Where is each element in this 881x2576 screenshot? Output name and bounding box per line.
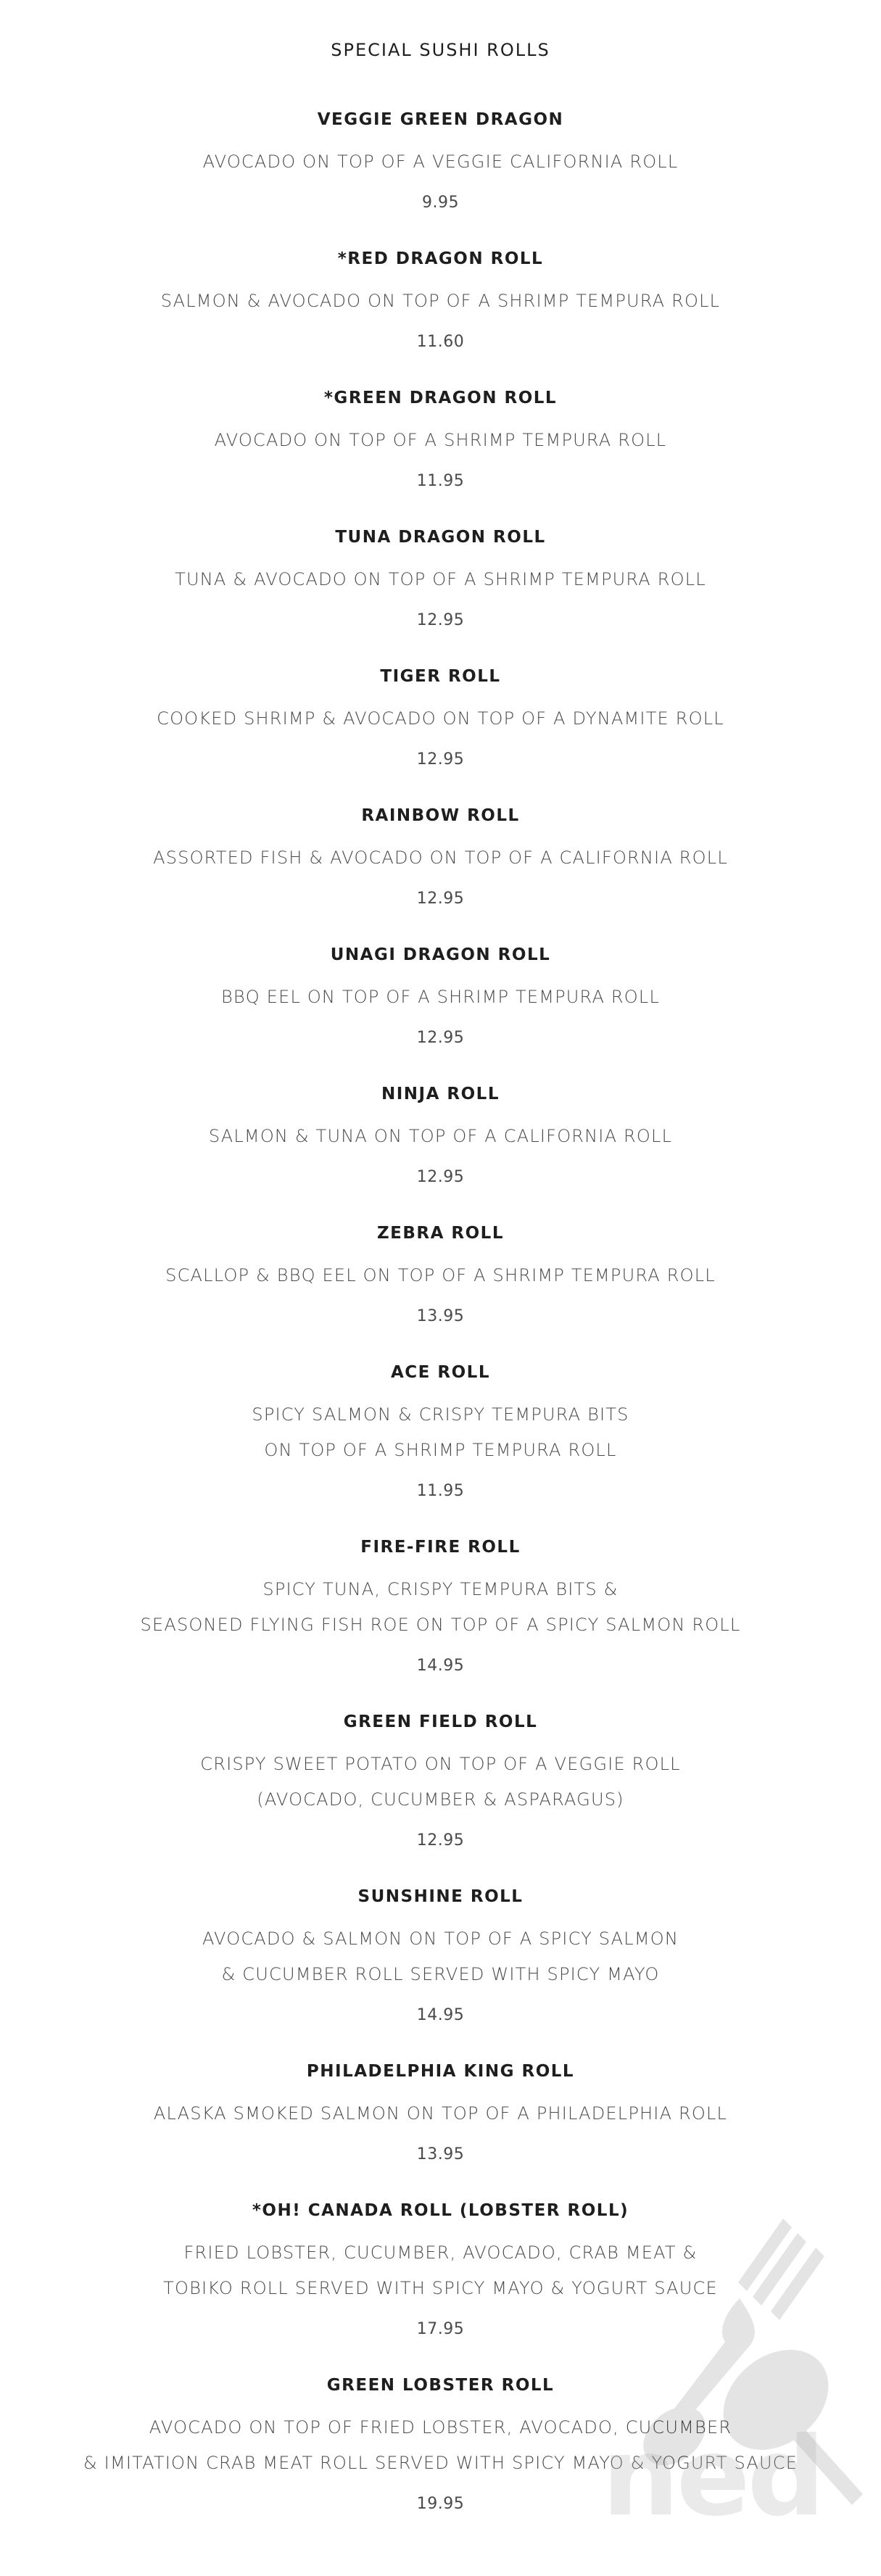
menu-item-description: [0, 840, 881, 876]
menu-item-description: [0, 562, 881, 597]
menu-item-price: 13.95: [416, 2145, 465, 2163]
menu-item-description-line: AVOCADO ON TOP OF A VEGGIE CALIFORNIA ROLL: [202, 152, 679, 172]
menu-item-description-line: SCALLOP & BBQ EEL ON TOP OF A SHRIMP TEMPURA ROLL: [165, 1265, 716, 1285]
watermark-text: ned: [602, 2414, 822, 2540]
menu-item-description-line: & CUCUMBER ROLL SERVED WITH SPICY MAYO: [221, 1964, 660, 1984]
menu-item-description: [0, 144, 881, 180]
menu-item-description-line: TOBIKO ROLL SERVED WITH SPICY MAYO & YOGURT SAUCE: [163, 2278, 718, 2298]
menu-item: [0, 387, 881, 492]
menu-item-name: RAINBOW ROLL: [361, 806, 520, 825]
menu-item-description-line: SPICY SALMON & CRISPY TEMPURA BITS: [252, 1404, 629, 1425]
menu-item-price: 12.95: [416, 611, 465, 629]
menu-item-name: VEGGIE GREEN DRAGON: [317, 110, 564, 129]
menu-item-name: *OH! CANADA ROLL (LOBSTER ROLL): [252, 2201, 629, 2220]
menu-item-description-line: AVOCADO & SALMON ON TOP OF A SPICY SALMON: [202, 1929, 679, 1949]
menu-item-name: NINJA ROLL: [381, 1085, 500, 1103]
menu-item-name: TUNA DRAGON ROLL: [335, 528, 546, 547]
menu-item-price: 19.95: [416, 2495, 465, 2513]
menu-item-name: PHILADELPHIA KING ROLL: [306, 2062, 575, 2081]
menu-item-description-line: SEASONED FLYING FISH ROE ON TOP OF A SPICY SALMON ROLL: [140, 1615, 741, 1635]
menu-item-description: [0, 1397, 881, 1468]
menu-item-description: [0, 1572, 881, 1643]
menu-item-description-line: SALMON & TUNA ON TOP OF A CALIFORNIA ROLL: [208, 1126, 673, 1146]
menu-item-description: [0, 1747, 881, 1818]
menu-item: [0, 1083, 881, 1188]
menu-item-name: *RED DRAGON ROLL: [337, 249, 544, 268]
menu-item-price: 12.95: [416, 1168, 465, 1186]
menu-item-description: [0, 1258, 881, 1293]
menu-item: [0, 805, 881, 910]
menu-item-name: ZEBRA ROLL: [376, 1224, 504, 1243]
menu-item: [0, 1886, 881, 2026]
menu-item-name: GREEN LOBSTER ROLL: [326, 2376, 555, 2395]
menu-item: [0, 1222, 881, 1328]
menu-item-description-line: (AVOCADO, CUCUMBER & ASPARAGUS): [257, 1789, 624, 1810]
menu-item-price: 12.95: [416, 1831, 465, 1850]
menu-item: [0, 1711, 881, 1852]
menu-item-price: 11.95: [416, 472, 465, 490]
menu-item-name: UNAGI DRAGON ROLL: [330, 945, 551, 964]
menu-item-description-line: AVOCADO ON TOP OF A SHRIMP TEMPURA ROLL: [214, 430, 667, 450]
menu-item-description-line: FRIED LOBSTER, CUCUMBER, AVOCADO, CRAB MEAT &: [183, 2242, 698, 2263]
menu-item-description-line: AVOCADO ON TOP OF FRIED LOBSTER, AVOCADO, CUCUMBER: [149, 2417, 732, 2438]
menu-item: [0, 526, 881, 631]
menu-item: [0, 944, 881, 1049]
menu-item-description-line: SPICY TUNA, CRISPY TEMPURA BITS &: [262, 1579, 619, 1599]
menu-item-name: SUNSHINE ROLL: [357, 1887, 524, 1906]
menu-item-description-line: BBQ EEL ON TOP OF A SHRIMP TEMPURA ROLL: [220, 987, 661, 1007]
menu-item-description-line: COOKED SHRIMP & AVOCADO ON TOP OF A DYNAMITE ROLL: [157, 708, 724, 729]
menu-item-price: 11.60: [416, 333, 465, 351]
menu-item: [0, 2061, 881, 2166]
menu-item-price: 13.95: [416, 1307, 465, 1325]
menu-item-price: 9.95: [422, 194, 459, 212]
menu-item: [0, 248, 881, 353]
menu-item-description-line: ASSORTED FISH & AVOCADO ON TOP OF A CALIFORNIA ROLL: [153, 848, 728, 868]
menu-item-name: FIRE-FIRE ROLL: [360, 1538, 521, 1557]
menu-item-description: [0, 701, 881, 737]
menu-item-description: [0, 1119, 881, 1154]
menu-item-price: 11.95: [416, 1482, 465, 1500]
menu-item-description-line: ON TOP OF A SHRIMP TEMPURA ROLL: [264, 1440, 617, 1460]
menu-item-name: *GREEN DRAGON ROLL: [323, 389, 558, 407]
menu-item-description: [0, 283, 881, 319]
menu-item-description-line: & IMITATION CRAB MEAT ROLL SERVED WITH SPICY MAYO & YOGURT SAUCE: [83, 2453, 798, 2473]
menu-item-description: [0, 2096, 881, 2132]
menu-item-price: 12.95: [416, 890, 465, 908]
menu-item-name: TIGER ROLL: [380, 667, 501, 686]
menu-item-price: 12.95: [416, 1029, 465, 1047]
menu-item: [0, 666, 881, 771]
menu-item-description: [0, 980, 881, 1015]
menu-item-description: [0, 1921, 881, 1992]
menu-item: [0, 1536, 881, 1677]
menu-item-description-line: TUNA & AVOCADO ON TOP OF A SHRIMP TEMPURA ROLL: [175, 569, 706, 589]
menu-item-price: 17.95: [416, 2320, 465, 2338]
menu-item-name: GREEN FIELD ROLL: [343, 1712, 538, 1731]
menu-item-price: 14.95: [416, 2006, 465, 2024]
menu-item-price: 12.95: [416, 750, 465, 769]
menu-item: [0, 1362, 881, 1502]
menu-item-description-line: SALMON & AVOCADO ON TOP OF A SHRIMP TEMPURA ROLL: [160, 291, 721, 311]
menu-item-description-line: ALASKA SMOKED SALMON ON TOP OF A PHILADELPHIA ROLL: [153, 2103, 728, 2124]
menu-item-price: 14.95: [416, 1657, 465, 1675]
menu-item-description-line: CRISPY SWEET POTATO ON TOP OF A VEGGIE ROLL: [200, 1754, 681, 1774]
menu-item-name: ACE ROLL: [391, 1363, 490, 1382]
menu-item-description: [0, 423, 881, 458]
menu-item: [0, 109, 881, 214]
menu-title: SPECIAL SUSHI ROLLS: [331, 40, 550, 60]
